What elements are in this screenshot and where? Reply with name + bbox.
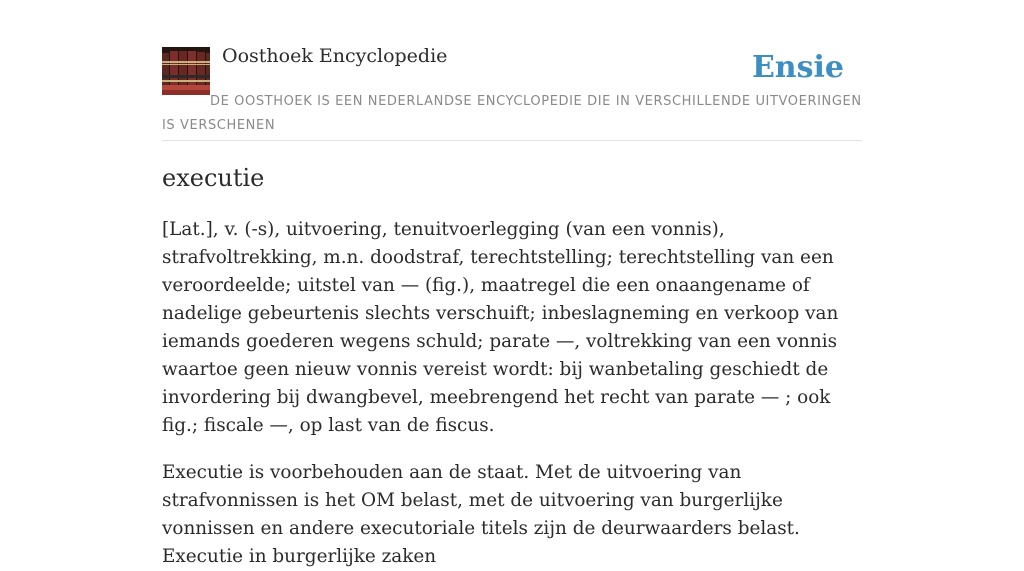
article-paragraph: [Lat.], v. (-s), uitvoering, tenuitvoerlegging (van een vonnis), strafvoltrekking, m.n. doodstraf, terechtstelling; terechtstelling van een veroordeelde; uitstel van — (fig.), maatregel die een onaangename of nadelige gebeurtenis slechts verschuift; inbeslagneming en verkoop van iemands goederen wegens schuld; parate —, voltrekking van een vonnis waartoe geen nieuw vonnis vereist wordt: bij wanbetaling geschiedt de invordering bij dwangbevel, meebrengend het recht van parate — ; ook fig.; fiscale —, op last van de fiscus. bbox=[162, 219, 839, 436]
article bbox=[162, 160, 862, 571]
site-avatar[interactable] bbox=[162, 47, 210, 95]
site-name[interactable]: Oosthoek Encyclopedie bbox=[222, 45, 448, 67]
article-paragraph: Executie is voorbehouden aan de staat. Met de uitvoering van strafvonnissen is het OM belast, met de uitvoering van burgerlijke vonnissen en andere executoriale titels zijn de deurwaarders belast. Executie in burgerlijke zaken bbox=[162, 462, 800, 567]
site-tagline: DE OOSTHOEK IS EEN NEDERLANDSE ENCYCLOPEDIE DIE IN VERSCHILLENDE UITVOERINGEN IS VERSCHENEN bbox=[162, 94, 862, 133]
brand-logo[interactable]: Ensie bbox=[751, 50, 844, 85]
article-title: executie bbox=[162, 164, 265, 192]
encyclopedia-books-icon bbox=[162, 47, 210, 95]
site-header bbox=[162, 0, 862, 141]
